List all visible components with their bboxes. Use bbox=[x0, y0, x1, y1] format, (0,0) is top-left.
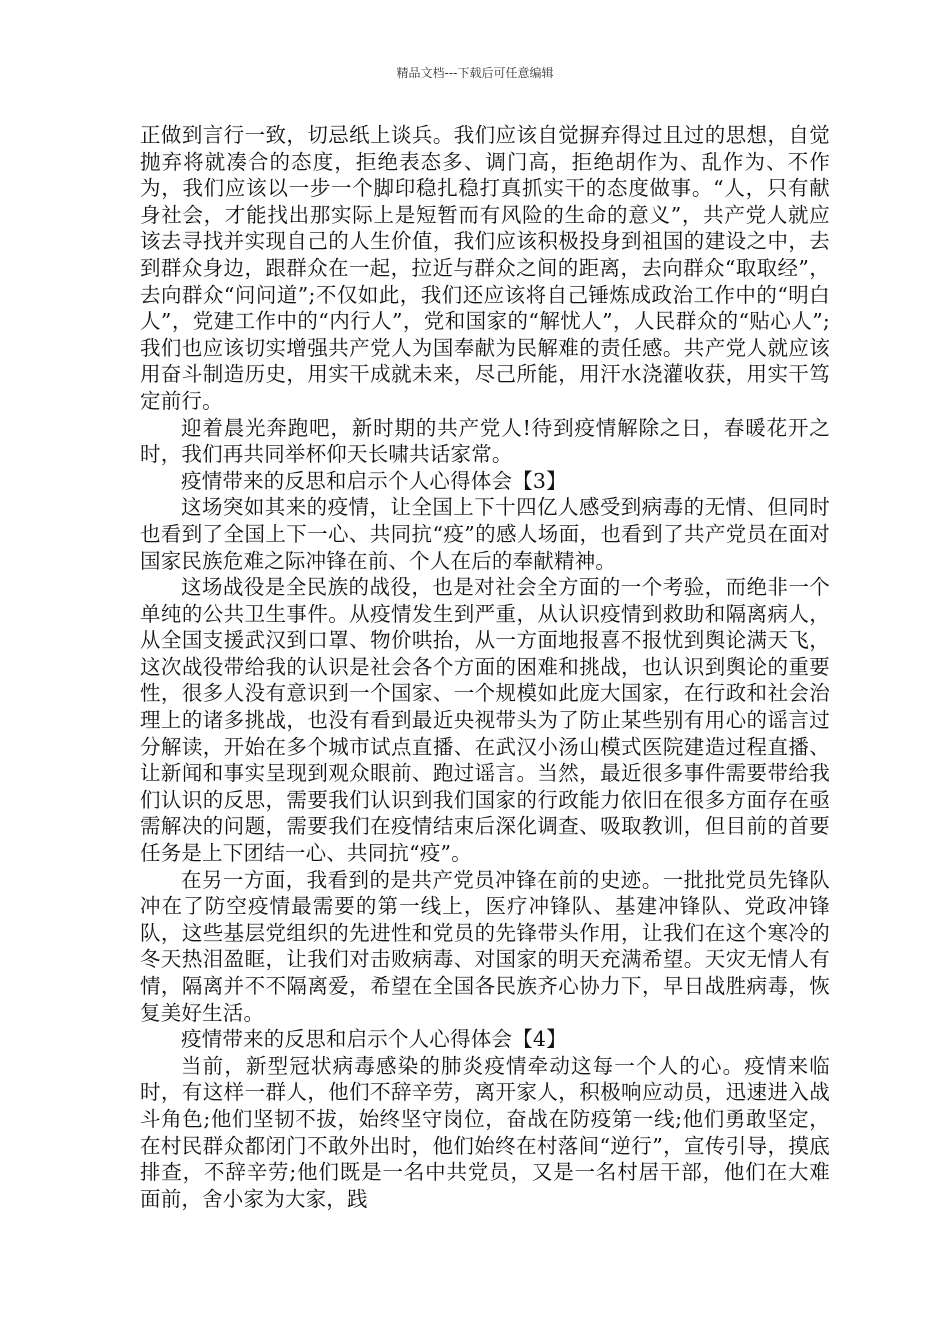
page-header: 精品文档---下载后可任意编辑 bbox=[396, 66, 554, 80]
paragraph: 这场突如其来的疫情，让全国上下十四亿人感受到病毒的无情、但同时也看到了全国上下一心、共同抗“疫”的感人场面，也看到了共产党员在面对国家民族危难之际冲锋在前、个人在后的奉献精神。 bbox=[140, 495, 830, 573]
paragraph: 这场战役是全民族的战役，也是对社会全方面的一个考验，而绝非一个单纯的公共卫生事件。从疫情发生到严重，从认识疫情到救助和隔离病人，从全国支援武汉到口罩、物价哄抬，从一方面地报喜不报忧到舆论满天飞，这次战役带给我的认识是社会各个方面的困难和挑战，也认识到舆论的重要性，很多人没有意识到一个国家、一个规模如此庞大国家，在行政和社会治理上的诸多挑战，也没有看到最近央视带头为了防止某些别有用心的谣言过分解读，开始在多个城市试点直播、在武汉小汤山模式医院建造过程直播、让新闻和事实呈现到观众眼前、跑过谣言。当然，最近很多事件需要带给我们认识的反思，需要我们认识到我们国家的行政能力依旧在很多方面存在亟需解决的问题，需要我们在疫情结束后深化调查、吸取教训，但目前的首要任务是上下团结一心、共同抗“疫”。 bbox=[140, 575, 830, 866]
document-body bbox=[140, 122, 830, 1212]
paragraph: 正做到言行一致，切忌纸上谈兵。我们应该自觉摒弃得过且过的思想，自觉抛弃将就凑合的态度，拒绝表态多、调门高，拒绝胡作为、乱作为、不作为，我们应该以一步一个脚印稳扎稳打真抓实干的态度做事。“人，只有献身社会，才能找出那实际上是短暂而有风险的生命的意义”，共产党人就应该去寻找并实现自己的人生价值，我们应该积极投身到祖国的建设之中，去到群众身边，跟群众在一起，拉近与群众之间的距离，去向群众“取取经”，去向群众“问问道”;不仅如此，我们还应该将自己锤炼成政治工作中的“明白人”，党建工作中的“内行人”，党和国家的“解忧人”，人民群众的“贴心人”;我们也应该切实增强共产党人为国奉献为民解难的责任感。共产党人就应该用奋斗制造历史，用实干成就未来，尽己所能，用汗水浇灌收获，用实干笃定前行。 bbox=[140, 123, 830, 413]
paragraph: 当前，新型冠状病毒感染的肺炎疫情牵动这每一个人的心。疫情来临时，有这样一群人，他们不辞辛劳，离开家人，积极响应动员，迅速进入战斗角色;他们坚韧不拔，始终坚守岗位，奋战在防疫第一线;他们勇敢坚定，在村民群众都闭门不敢外出时，他们始终在村落间“逆行”，宣传引导，摸底排查，不辞辛劳;他们既是一名中共党员，又是一名村居干部，他们在大难面前，舍小家为大家，践 bbox=[140, 1053, 830, 1211]
paragraph: 迎着晨光奔跑吧，新时期的共产党人!待到疫情解除之日，春暖花开之时，我们再共同举杯仰天长啸共话家常。 bbox=[140, 415, 830, 467]
section-heading: 疫情带来的反思和启示个人心得体会【4】 bbox=[181, 1027, 567, 1052]
section-heading: 疫情带来的反思和启示个人心得体会【3】 bbox=[181, 468, 567, 493]
paragraph: 在另一方面，我看到的是共产党员冲锋在前的史迹。一批批党员先锋队冲在了防空疫情最需要的第一线上，医疗冲锋队、基建冲锋队、党政冲锋队，这些基层党组织的先进性和党员的先锋带头作用，让我们在这个寒冷的冬天热泪盈眶，让我们对击败病毒、对国家的明天充满希望。天灾无情人有情，隔离并不不隔离爱，希望在全国各民族齐心协力下，早日战胜病毒，恢复美好生活。 bbox=[140, 867, 830, 1025]
